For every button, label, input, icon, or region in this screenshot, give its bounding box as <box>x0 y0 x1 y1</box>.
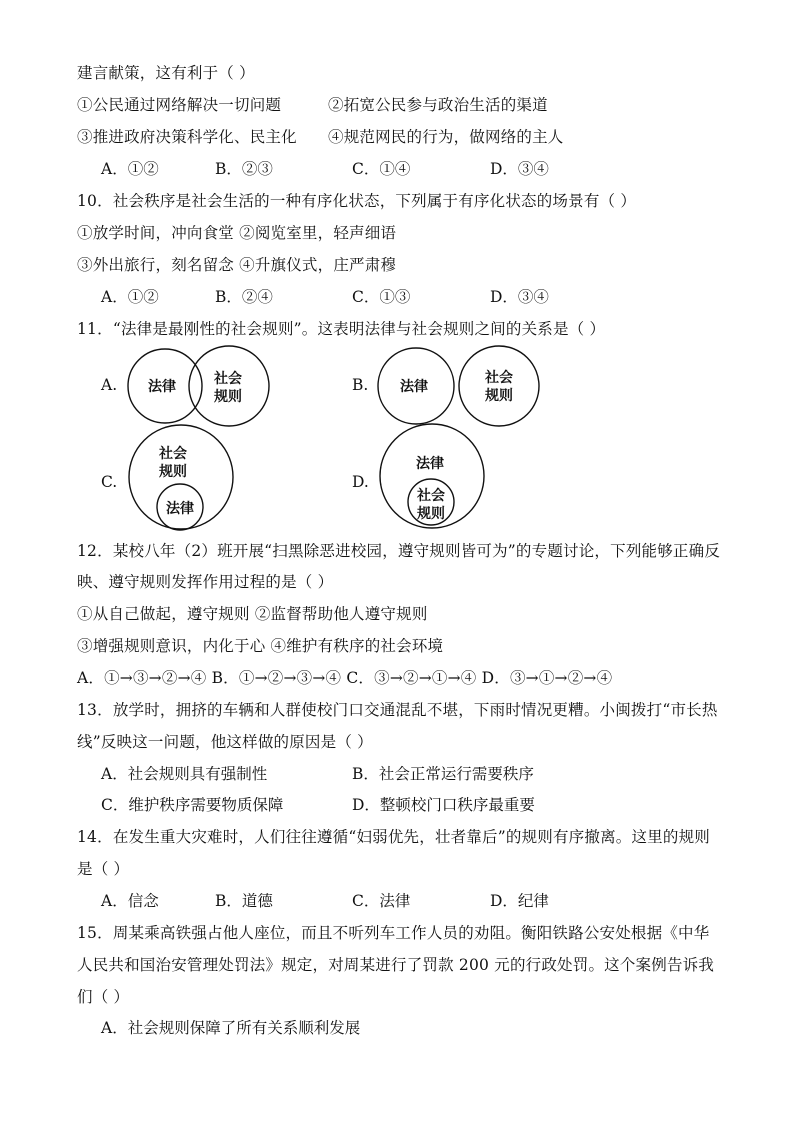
q13-stem-line-2: 线”反映这一问题，他这样做的原因是（ ） <box>77 733 373 751</box>
q9-option-c: C．①④ <box>352 160 411 178</box>
q14-option-b: B．道德 <box>215 892 273 910</box>
q9-statement-3: ③推进政府决策科学化、民主化 <box>77 128 297 146</box>
q11-option-c-label: C. <box>101 473 118 491</box>
q11-stem: 11．“法律是最刚性的社会规则”。这表明法律与社会规则之间的关系是（ ） <box>77 320 606 338</box>
q11-diagram-c <box>125 428 245 530</box>
q11-option-d-label: D. <box>352 473 369 491</box>
law-label: 法律 <box>416 456 444 472</box>
q15-stem-line-2: 人民共和国治安管理处罚法》规定，对周某进行了罚款 200 元的行政处罚。这个案例告诉我 <box>77 956 715 974</box>
q10-option-a: A．①② <box>101 288 159 306</box>
q14-stem-line-1: 14．在发生重大灾难时，人们往往遵循“妇弱优先，壮者靠后”的规则有序撤离。这里的规则 <box>77 828 710 846</box>
q10-option-c: C．①③ <box>352 288 411 306</box>
q11-option-a-label: A. <box>101 376 118 394</box>
social-rules-label-1: 社会 <box>214 371 242 387</box>
social-rules-label-2: 规则 <box>485 388 513 404</box>
q12-statements-3-4: ③增强规则意识，内化于心 ④维护有秩序的社会环境 <box>77 637 444 655</box>
social-rules-label-2: 规则 <box>159 464 187 480</box>
q14-stem-line-2: 是（ ） <box>77 860 130 878</box>
q12-options: A．①→③→②→④ B．①→②→③→④ C．③→②→①→④ D．③→①→②→④ <box>77 669 613 687</box>
q13-option-a: A．社会规则具有强制性 <box>101 765 268 783</box>
q13-stem-line-1: 13．放学时，拥挤的车辆和人群使校门口交通混乱不堪，下雨时情况更糟。小闽拨打“市长热 <box>77 701 718 719</box>
social-rules-circle <box>459 346 539 426</box>
q11-diagram-d <box>376 428 496 530</box>
q11-diagram-a <box>125 343 275 433</box>
social-rules-label-1: 社会 <box>485 370 513 386</box>
q10-statements-1-2: ①放学时间，冲向食堂 ②阅览室里，轻声细语 <box>77 224 397 242</box>
q15-stem-line-1: 15．周某乘高铁强占他人座位，而且不听列车工作人员的劝阻。衡阳铁路公安处根据《中华 <box>77 924 710 942</box>
social-rules-label-1: 社会 <box>417 488 445 504</box>
q9-option-a: A．①② <box>101 160 159 178</box>
q13-option-c: C．维护秩序需要物质保障 <box>101 796 284 814</box>
q10-statements-3-4: ③外出旅行，刻名留念 ④升旗仪式，庄严肃穆 <box>77 256 397 274</box>
q14-option-c: C．法律 <box>352 892 411 910</box>
q14-option-a: A．信念 <box>101 892 159 910</box>
q9-statement-1: ①公民通过网络解决一切问题 <box>77 96 282 114</box>
law-label: 法律 <box>400 379 428 395</box>
q10-option-d: D．③④ <box>490 288 549 306</box>
social-rules-label-2: 规则 <box>417 506 445 522</box>
q15-stem-line-3: 们（ ） <box>77 988 130 1006</box>
q15-option-a: A．社会规则保障了所有关系顺利发展 <box>101 1019 361 1037</box>
q10-option-b: B．②④ <box>215 288 273 306</box>
q13-option-d: D．整顿校门口秩序最重要 <box>352 796 535 814</box>
q11-diagram-b <box>376 343 546 433</box>
law-label: 法律 <box>166 501 194 517</box>
q12-stem-line-2: 映、遵守规则发挥作用过程的是（ ） <box>77 573 334 591</box>
q9-option-d: D．③④ <box>490 160 549 178</box>
law-label: 法律 <box>148 379 176 395</box>
q11-option-b-label: B. <box>352 376 369 394</box>
q13-option-b: B．社会正常运行需要秩序 <box>352 765 534 783</box>
q9-statement-2: ②拓宽公民参与政治生活的渠道 <box>328 96 548 114</box>
q9-option-b: B．②③ <box>215 160 273 178</box>
q12-statements-1-2: ①从自己做起，遵守规则 ②监督帮助他人遵守规则 <box>77 605 428 623</box>
q12-stem-line-1: 12．某校八年（2）班开展“扫黑除恶进校园，遵守规则皆可为”的专题讨论，下列能够正确反 <box>77 542 721 560</box>
social-rules-label-2: 规则 <box>214 389 242 405</box>
q9-statement-4: ④规范网民的行为，做网络的主人 <box>328 128 564 146</box>
q14-option-d: D．纪律 <box>490 892 549 910</box>
social-rules-label-1: 社会 <box>159 446 187 462</box>
q10-stem: 10．社会秩序是社会生活的一种有序化状态，下列属于有序化状态的场景有（ ） <box>77 192 637 210</box>
q9-stem-continuation: 建言献策，这有利于（ ） <box>77 64 255 82</box>
